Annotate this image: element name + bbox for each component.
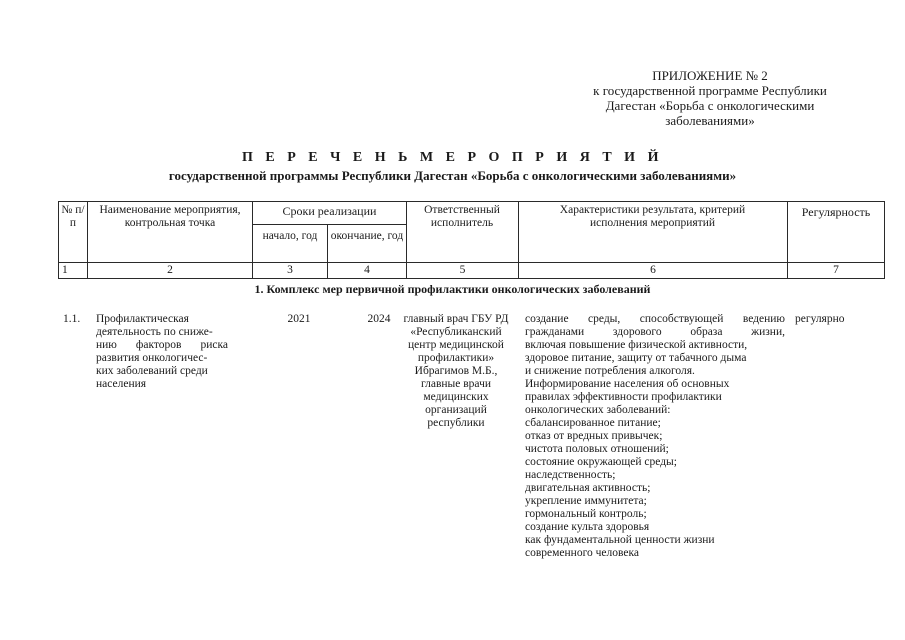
- row-result-line: создание культа здоровья: [525, 521, 650, 533]
- document-subtitle: государственной программы Республики Дагестан «Борьба с онкологическими заболеваниями»: [168, 168, 737, 183]
- grid-line: [884, 201, 885, 279]
- row-executor-line: центр медицинской: [408, 339, 504, 351]
- row-end-year: 2024: [367, 313, 391, 325]
- grid-line: [252, 224, 406, 225]
- row-result-line: онкологических заболеваний:: [525, 404, 671, 416]
- grid-line: [58, 201, 59, 279]
- row-result-line: наследственность;: [525, 469, 616, 481]
- row-executor-line: «Республиканский: [410, 326, 502, 338]
- row-result-line: гражданами здорового образа жизни,: [525, 326, 785, 338]
- row-result-line: сбалансированное питание;: [525, 417, 661, 429]
- header-end: окончание, год: [330, 230, 404, 242]
- appendix-line: ПРИЛОЖЕНИЕ № 2: [652, 68, 768, 83]
- row-result-line: включая повышение физической активности,: [525, 339, 748, 351]
- row-result-line: отказ от вредных привычек;: [525, 430, 663, 442]
- row-executor-line: главный врач ГБУ РД: [403, 313, 509, 325]
- row-name: [96, 313, 228, 391]
- column-number: 3: [287, 264, 293, 276]
- column-number: 7: [833, 264, 839, 276]
- row-name-line: населения: [96, 378, 147, 390]
- header-name: Наименование мероприятия, контрольная точка: [99, 204, 241, 229]
- header-executor: Ответственный исполнитель: [424, 204, 500, 229]
- row-result-line: Информирование населения об основных: [525, 378, 730, 390]
- row-executor-line: главные врачи: [420, 378, 492, 390]
- row-executor-line: республики: [427, 417, 485, 429]
- section-heading: 1. Комплекс мер первичной профилактики онкологических заболеваний: [254, 282, 651, 296]
- row-regularity: регулярно: [795, 313, 845, 325]
- header-regularity: Регулярность: [801, 205, 871, 219]
- grid-line: [58, 278, 884, 279]
- row-start-year: 2021: [287, 313, 311, 325]
- row-executor-line: профилактики»: [417, 352, 495, 364]
- row-executor-line: медицинских: [423, 391, 489, 403]
- header-period: Сроки реализации: [282, 204, 377, 218]
- column-number: 6: [650, 264, 656, 276]
- appendix-header: [540, 68, 880, 128]
- appendix-line: Дагестан «Борьба с онкологическими: [605, 98, 815, 113]
- row-result-line: двигательная активность;: [525, 482, 651, 494]
- row-executor-line: организаций: [425, 404, 487, 416]
- row-result: [525, 313, 785, 560]
- column-number: 1: [62, 264, 68, 276]
- row-result-line: гормональный контроль;: [525, 508, 647, 520]
- row-name-line: Профилактическая: [96, 313, 189, 325]
- grid-line: [58, 262, 884, 263]
- row-executor: [389, 313, 523, 430]
- appendix-line: к государственной программе Республики: [593, 83, 827, 98]
- column-number: 2: [167, 264, 173, 276]
- row-name-line: развития онкологичес-: [96, 352, 208, 364]
- header-num: № п/п: [61, 204, 85, 229]
- row-result-line: как фундаментальной ценности жизни: [525, 534, 715, 546]
- row-result-line: здоровое питание, защиту от табачного дыма: [525, 352, 747, 364]
- header-result: Характеристики результата, критерий исполнения мероприятий: [559, 204, 746, 229]
- appendix-line: заболеваниями»: [665, 113, 755, 128]
- row-result-line: чистота половых отношений;: [525, 443, 669, 455]
- column-number: 5: [459, 264, 466, 276]
- row-name-line: ких заболеваний среди: [96, 365, 208, 377]
- document-title: П Е Р Е Ч Е Н Ь М Е Р О П Р И Я Т И Й: [242, 150, 663, 165]
- row-result-line: укрепление иммунитета;: [525, 495, 647, 507]
- row-name-line: деятельность по сниже-: [96, 326, 213, 338]
- row-result-line: современного человека: [525, 547, 639, 559]
- grid-line: [58, 201, 884, 202]
- column-number: 4: [364, 264, 370, 276]
- header-start: начало, год: [262, 230, 318, 242]
- row-result-line: и снижение потребления алкоголя.: [525, 365, 695, 377]
- row-result-line: создание среды, способствующей ведению: [525, 313, 785, 325]
- row-name-line: нию факторов риска: [96, 339, 228, 351]
- row-result-line: правилах эффективности профилактики: [525, 391, 722, 403]
- row-executor-line: Ибрагимов М.Б.,: [414, 365, 498, 377]
- row-result-line: состояние окружающей среды;: [525, 456, 677, 468]
- row-num: 1.1.: [63, 313, 81, 325]
